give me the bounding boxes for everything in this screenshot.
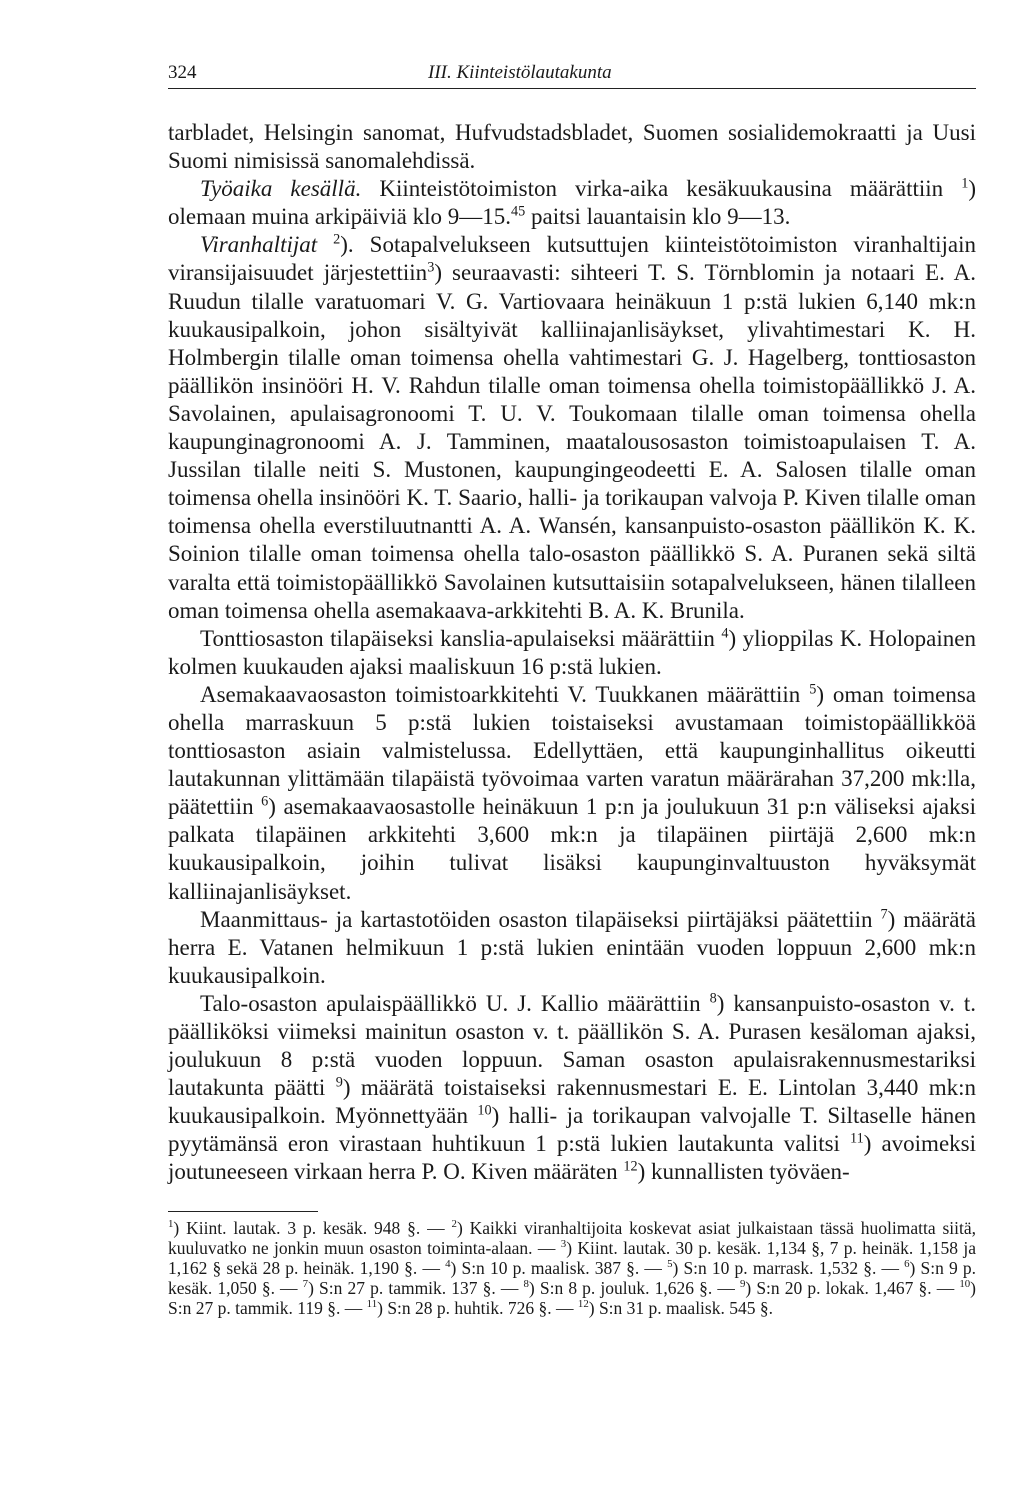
paragraph-1: tarbladet, Helsingin sanomat, Hufvudstadsbladet, Suomen sosialidemokraatti ja Uusi Suomi nimisissä sanomalehdissä. — [168, 120, 976, 174]
footnote-block: $^1$) Kiint. lautak. 3 p. kesäk. 948 §. — $^2$) Kaikki viranhaltijoita koskevat asiat julkaistaan tässä huolimatta siitä, kuuluvatko ne jonkin muun osaston toiminta-alaan. — $^3$) Kiint. lautak. 30 p. kesäk. 1,134 §, 7 p. heinäk. 1,158 ja 1,162 § sekä 28 p. heinäk. 1,190 §. — $^4$) S:n 10 p. maalisk. 387 §. — $^5$) S:n 10 p. marrask. 1,532 §. — $^6$) S:n 9 p. kesäk. 1,050 §. — $^7$) S:n 27 p. tammik. 137 §. — $^8$) S:n 8 p. jouluk. 1,626 §. — $^9$) S:n 20 p. lokak. 1,467 §. — $^{10}$) S:n 27 p. tammik. 119 §. — $^{11}$) S:n 28 p. huhtik. 726 §. — $^{12}$) S:n 31 p. maalisk. 545 §. — [168, 1217, 977, 1318]
footnote-ref-9: 9 — [335, 1074, 343, 1091]
footnote-ref-2: 2 — [333, 231, 341, 248]
running-head — [168, 58, 976, 88]
paragraph-5: Asemakaavaosaston toimistoarkkitehti V. Tuukkanen määrättiin $^5$) oman toimensa ohella marraskuun 5 p:stä lukien toistaiseksi avustamaan toimistopäällikköä tonttiosaston asiain valmistelussa. Edellyttäen, että kaupunginhallitus oikeutti lautakunnan ylittämään tilapäistä työvoimaa varten varatun määrärahan 37,200 mk:lla, päätettiin $^6$) asemakaavaosastolle heinäkuun 1 p:n ja joulukuun 31 p:n väliseksi ajaksi palkata tilapäinen arkkitehti 3,600 mk:n ja tilapäinen piirtäjä 2,600 mk:n kuukausipalkoin, joihin tulivat lisäksi kaupunginvaltuuston hyväksymät kalliinajanlisäykset. — [168, 681, 977, 904]
paragraph-working-hours: Työaika kesällä. Kiinteistötoimiston virka-aika kesäkuukausina määrättiin $^1$) olemaan muina arkipäiviä klo 9—15.45 paitsi lauantaisin klo 9—13. — [168, 175, 976, 230]
paragraph-officials: Viranhaltijat $^2$). Sotapalvelukseen kutsuttujen kiinteistötoimiston viranhaltijain viransijaisuudet järjestettiin$^3$) seuraavasti: sihteeri T. S. Törnblomin ja notaari E. A. Ruudun tilalle varatuomari V. G. Vartiovaara heinäkuun 1 p:stä lukien 6,140 mk:n kuukausipalkoin, johon sisältyivät kalliinajanlisäykset, ylivahtimestari K. H. Holmbergin tilalle oman toimensa ohella vahtimestari G. J. Hagelberg, tonttiosaston päällikön insinööri H. V. Rahdun tilalle oman toimensa ohella toimistopäällikkö J. A. Savolainen, apulaisagronoomi T. U. V. Toukomaan tilalle oman toimensa ohella kaupunginagronoomi A. J. Tamminen, maatalousosaston toimistoapulaisen T. A. Jussilan tilalle neiti S. Mustonen, kaupungingeodeetti E. A. Salosen tilalle oman toimensa ohella insinööri K. T. Saario, halli- ja torikaupan valvoja P. Kiven tilalle oman toimensa ohella everstiluutnantti A. A. Wansén, kansanpuisto-osaston päällikön K. K. Soinion tilalle oman toimensa ohella talo-osaston päällikkö S. A. Puranen sekä siltä varalta että toimistopäällikkö Savolainen kutsuttaisiin sotapalvelukseen, hänen tilalleen oman toimensa ohella asemakaava-arkkitehti B. A. K. Brunila. — [168, 231, 976, 623]
footnote-ref-12: 12 — [623, 1158, 638, 1175]
footnote-ref-8: 8 — [709, 990, 717, 1007]
footnote-ref-6: 6 — [261, 793, 269, 810]
footnotes — [168, 1218, 976, 1318]
paragraph-4: Tonttiosaston tilapäiseksi kanslia-apulaiseksi määrättiin $^4$) ylioppilas K. Holopainen kolmen kuukauden ajaksi maaliskuun 16 p:stä lukien. — [168, 625, 976, 679]
footnote-ref-11: 11 — [850, 1130, 864, 1147]
body-text — [168, 119, 976, 1187]
footnote-ref-7: 7 — [880, 905, 888, 922]
paragraph-6: Maanmittaus- ja kartastotöiden osaston tilapäiseksi piirtäjäksi päätettiin $^7$) määrätä herra E. Vatanen helmikuun 1 p:stä lukien enintään vuoden loppuun 2,600 mk:n kuukausipalkoin. — [168, 905, 976, 988]
footnote-ref-3: 3 — [427, 259, 435, 276]
header-rule — [168, 88, 976, 89]
paragraph-7: Talo-osaston apulaispäällikkö U. J. Kallio määrättiin $^8$) kansanpuisto-osaston v. t. päälliköksi viimeksi mainitun osaston v. t. päällikön S. A. Purasen kesäloman ajaksi, joulukuun 8 p:stä vuoden loppuun. Saman osaston apulaisrakennusmestariksi lautakunta päätti $^9$) määrätä toistaiseksi rakennusmestari E. E. Lintolan 3,440 mk:n kuukausipalkoin. Myönnettyään $^{10}$) halli- ja torikaupan valvojalle T. Siltaselle hänen pyytämänsä eron virastaan huhtikuun 1 p:stä lukien lautakunta valitsi $^{11}$) avoimeksi joutuneeseen virkaan herra P. O. Kiven määräten $^{12}$) kunnallisten työväen- — [168, 990, 976, 1185]
page-number: 324 — [168, 62, 197, 83]
time-superscript: 45 — [511, 203, 526, 220]
footnote-ref-1: 1 — [961, 175, 969, 192]
run-in-heading-officials: Viranhaltijat — [200, 232, 318, 258]
footnote-rule — [168, 1211, 318, 1212]
footnote-ref-10: 10 — [477, 1102, 492, 1119]
footnote-ref-5: 5 — [809, 681, 817, 698]
run-in-heading-working-hours: Työaika kesällä. — [200, 176, 362, 202]
running-title: III. Kiinteistölautakunta — [428, 62, 612, 83]
footnote-ref-4: 4 — [721, 625, 729, 642]
